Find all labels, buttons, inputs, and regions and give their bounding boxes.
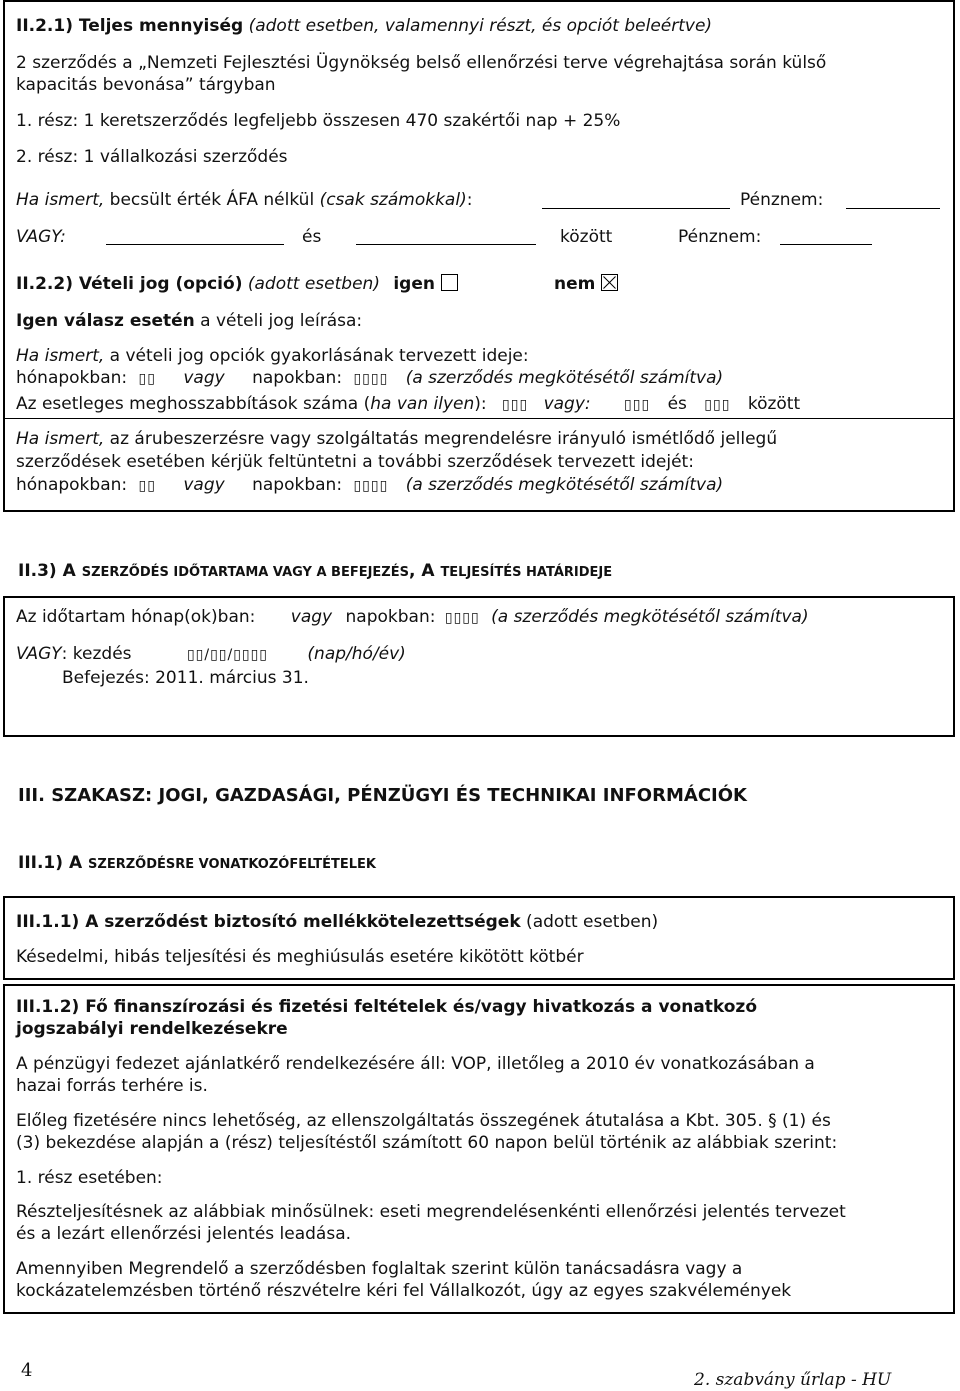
text-line: szerződések esetében kérjük feltüntetni a további szerződések tervezett idejét: xyxy=(16,452,694,472)
extension-count-line: Az esetleges meghosszabbítások száma (ha van ilyen): ▯▯▯ vagy: ▯▯▯ és ▯▯▯ között xyxy=(16,394,801,414)
text-line: kapacitás bevonása” tárgyban xyxy=(16,75,276,95)
estimated-value-field[interactable] xyxy=(542,208,730,209)
option-yes-checkbox[interactable] xyxy=(441,274,458,291)
months-field[interactable]: ▯▯ xyxy=(138,478,156,494)
option-no-checkbox[interactable] xyxy=(601,274,618,291)
range-vagy-label: VAGY: xyxy=(16,227,66,247)
section-title-3: III. SZAKASZ: JOGI, GAZDASÁGI, PÉNZÜGYI ÉS TECHNIKAI INFORMÁCIÓK xyxy=(18,785,747,806)
duration-days-field[interactable]: ▯▯▯▯ xyxy=(444,610,480,626)
section-heading-2-2-2: II.2.2) Vételi jog (opció) (adott esetben) igen xyxy=(16,273,458,295)
range-currency-label: Pénznem: xyxy=(678,227,762,247)
section-heading-2-2-1: II.2.1) Teljes mennyiség (adott esetben, valamennyi részt, és opciót beleértve) xyxy=(16,16,713,36)
form-name: 2. szabvány űrlap - HU xyxy=(694,1370,892,1390)
repeat-contract-fields: hónapokban: ▯▯ vagy napokban: ▯▯▯▯ (a szerződés megkötésétől számítva) xyxy=(16,475,724,495)
option-timing-fields: hónapokban: ▯▯ vagy napokban: ▯▯▯▯ (a szerződés megkötésétől számítva) xyxy=(16,368,724,388)
extension-count-field[interactable]: ▯▯▯ xyxy=(502,397,529,413)
page-number: 4 xyxy=(21,1360,33,1381)
start-date-field[interactable]: ▯▯/▯▯/▯▯▯▯ xyxy=(186,647,269,663)
option-no-group: nem xyxy=(554,273,618,295)
option-timing-label: Ha ismert, a vételi jog opciók gyakorlásának tervezett ideje: xyxy=(16,346,529,366)
estimated-value-label: Ha ismert, becsült érték ÁFA nélkül (csak számokkal): xyxy=(16,190,473,210)
section-heading-3-1-2-cont: jogszabályi rendelkezésekre xyxy=(16,1019,288,1039)
divider xyxy=(5,418,953,419)
currency-field[interactable] xyxy=(846,208,940,209)
months-field[interactable]: ▯▯ xyxy=(138,371,156,387)
extension-max-field[interactable]: ▯▯▯ xyxy=(704,397,731,413)
text-line: 2. rész: 1 vállalkozási szerződés xyxy=(16,147,288,167)
range-min-field[interactable] xyxy=(106,244,284,245)
range-and-label: és xyxy=(302,227,322,247)
text-line: (3) bekezdése alapján a (rész) teljesítéstől számított 60 napon belül történik az alábbiak szerint: xyxy=(16,1133,838,1153)
text-line: 1. rész: 1 keretszerződés legfeljebb összesen 470 szakértői nap + 25% xyxy=(16,111,621,131)
text-line: A pénzügyi fedezet ajánlatkérő rendelkezésére áll: VOP, illetőleg a 2010 év vonatkozásában a xyxy=(16,1054,815,1074)
text-line: Amennyiben Megrendelő a szerződésben foglaltak szerint külön tanácsadásra vagy a xyxy=(16,1259,743,1279)
text-line: 1. rész esetében: xyxy=(16,1168,163,1188)
text-line: és a lezárt ellenőrzési jelentés leadása. xyxy=(16,1224,352,1244)
range-between-label: között xyxy=(560,227,613,247)
end-date-line: Befejezés: 2011. március 31. xyxy=(62,668,309,688)
repeat-contract-label: Ha ismert, az árubeszerzésre vagy szolgáltatás megrendelésre irányuló ismétlődő jellegű xyxy=(16,429,778,449)
option-description-label: Igen válasz esetén a vételi jog leírása: xyxy=(16,311,363,331)
days-field[interactable]: ▯▯▯▯ xyxy=(353,478,389,494)
text-line: Előleg fizetésére nincs lehetőség, az ellenszolgáltatás összegének átutalása a Kbt. 305. § (1) és xyxy=(16,1111,831,1131)
extension-min-field[interactable]: ▯▯▯ xyxy=(624,397,651,413)
text-line: 2 szerződés a „Nemzeti Fejlesztési Ügynökség belső ellenőrzési terve végrehajtása során külső xyxy=(16,53,827,73)
section-heading-3-1-1: III.1.1) A szerződést biztosító mellékkötelezettségek (adott esetben) xyxy=(16,912,659,932)
text-line: kockázatelemzésben történő részvételre kéri fel Vállalkozót, úgy az egyes szakvélemények xyxy=(16,1281,792,1301)
guarantee-text: Késedelmi, hibás teljesítési és meghiúsulás esetére kikötött kötbér xyxy=(16,947,584,967)
days-field[interactable]: ▯▯▯▯ xyxy=(353,371,389,387)
section-heading-2-3: II.3) A SZERZŐDÉS IDŐTARTAMA VAGY A BEFEJEZÉS, A TELJESÍTÉS HATÁRIDEJE xyxy=(18,561,613,581)
currency-label: Pénznem: xyxy=(740,190,824,210)
section-heading-3-1-2: III.1.2) Fő finanszírozási és fizetési feltételek és/vagy hivatkozás a vonatkozó xyxy=(16,997,758,1017)
text-line: Részteljesítésnek az alábbiak minősülnek: eseti megrendelésenkénti ellenőrzési jelentés tervezet xyxy=(16,1202,846,1222)
range-max-field[interactable] xyxy=(356,244,536,245)
range-currency-field[interactable] xyxy=(780,244,872,245)
duration-line: Az időtartam hónap(ok)ban: vagy napokban: ▯▯▯▯ (a szerződés megkötésétől számítva) xyxy=(16,607,809,627)
text-line: hazai forrás terhére is. xyxy=(16,1076,208,1096)
section-heading-3-1: III.1) A SZERZŐDÉSRE VONATKOZÓFELTÉTELEK xyxy=(18,853,376,873)
start-date-line: VAGY: kezdés ▯▯/▯▯/▯▯▯▯ (nap/hó/év) xyxy=(16,644,406,664)
